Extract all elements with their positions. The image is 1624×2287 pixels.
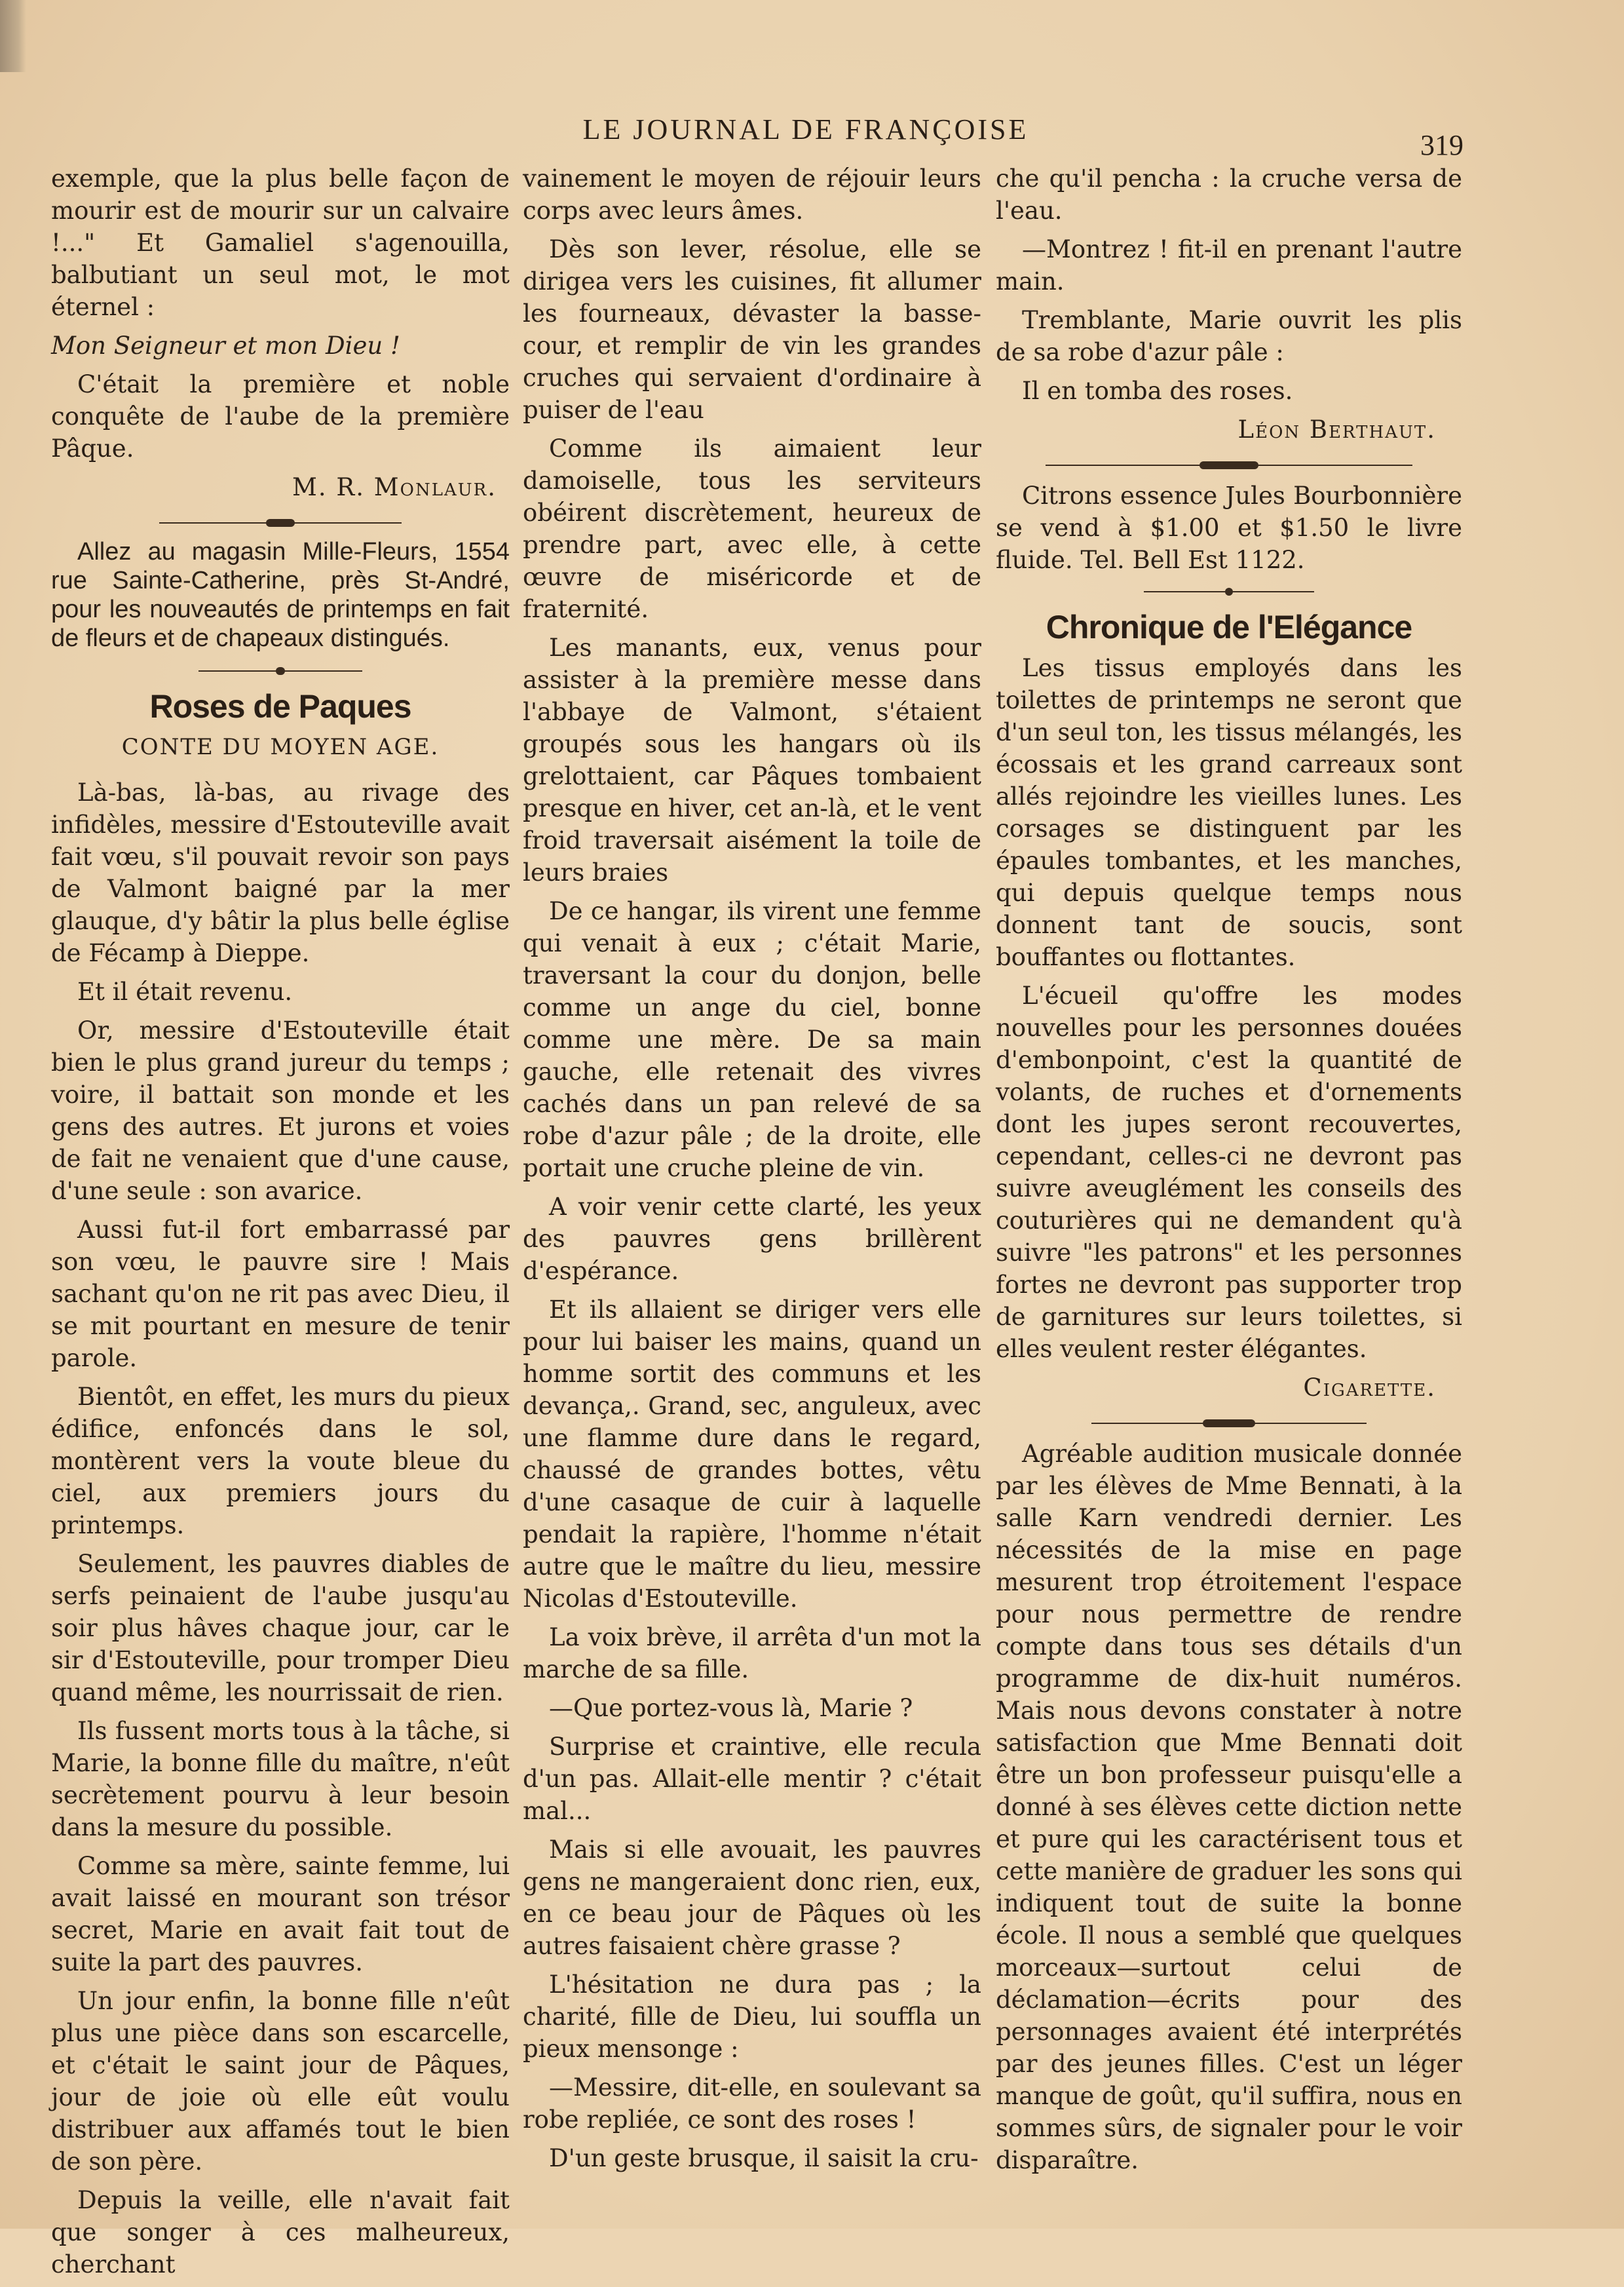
paragraph: Depuis la veille, elle n'avait fait que songer à ces malheureux, cherchant — [51, 2186, 510, 2278]
paragraph: De ce hangar, ils virent une femme qui venait à eux ; c'était Marie, traversant la cour du donjon, belle comme un ange du ciel, bonne comme une mère. De sa main gauche, elle retenait des vivres cachés dans un pan relevé de sa robe d'azur pâle ; de la droite, elle portait une cruche pleine de vin. — [523, 897, 981, 1182]
paragraph: —Messire, dit-elle, en soulevant sa robe repliée, ce sont des roses ! — [523, 2073, 981, 2134]
divider-ornament — [1046, 456, 1412, 474]
paragraph: Et il était revenu. — [77, 978, 293, 1006]
paragraph: Les manants, eux, venus pour assister à la première messe dans l'abbaye de Valmont, s'étaient groupés sous les hangars où ils grelottaient, car Pâques tombaient presque en hiver, cet an-là, et le vent froid traversait aisément la toile de leurs braies — [523, 634, 981, 887]
paragraph: —Montrez ! fit-il en prenant l'autre main. — [996, 235, 1462, 296]
paragraph: Ils fussent morts tous à la tâche, si Marie, la bonne fille du maître, n'eût secrètement pourvu à leur besoin dans la mesure du possible. — [51, 1717, 510, 1841]
paragraph: Et ils allaient se diriger vers elle pour lui baiser les mains, quand un homme sortit des communs et les devança,. Grand, sec, anguleux, avec une flamme dure dans le regard, chaussé de grandes bottes, vêtu d'une casaque de cuir à laquelle pendait la rapière, l'homme n'était autre que le maître du lieu, messire Nicolas d'Estouteville. — [523, 1296, 981, 1613]
page-header-title: LE JOURNAL DE FRANÇOISE — [582, 113, 1029, 145]
paragraph: Là-bas, là-bas, au rivage des infidèles, messire d'Estouteville avait fait vœu, s'il pouvait revoir son pays de Valmont baigné par la mer glauque, d'y bâtir la plus belle église de Fécamp à Dieppe. — [51, 778, 510, 967]
paragraph: Bientôt, en effet, les murs du pieux édifice, enfoncés dans le sol, montèrent vers la voute bleue du ciel, aux premiers jours du printemps. — [51, 1383, 510, 1539]
paragraph: A voir venir cette clarté, les yeux des pauvres gens brillèrent d'espérance. — [523, 1193, 981, 1285]
quote: Mon Seigneur et mon Dieu ! — [51, 332, 400, 360]
paragraph: D'un geste brusque, il saisit la cru- — [549, 2144, 979, 2172]
paragraph: Or, messire d'Estouteville était bien le plus grand jureur du temps ; voire, il battait son monde et les gens des autres. Et jurons et voies de fait ne venaient que d'une cause, d'une seule : son avarice. — [51, 1016, 510, 1205]
paragraph: Comme ils aimaient leur damoiselle, tous les serviteurs obéirent discrètement, heureux de prendre part, avec elle, à cette œuvre de miséricorde et de fraternité. — [523, 434, 981, 623]
story-subtitle: CONTE DU MOYEN AGE. — [121, 734, 440, 760]
paragraph: —Que portez-vous là, Marie ? — [549, 1694, 913, 1722]
paragraph: Dès son lever, résolue, elle se dirigea vers les cuisines, fit allumer les fourneaux, dévaster la basse-cour, et remplir de vin les grandes cruches qui servaient d'ordinaire à puiser de l'eau — [523, 235, 981, 424]
divider-ornament — [159, 514, 402, 532]
column-1 — [51, 163, 510, 2287]
paragraph: Tremblante, Marie ouvrit les plis de sa robe d'azur pâle : — [996, 306, 1462, 366]
paragraph: Il en tomba des roses. — [1022, 377, 1293, 405]
divider-ornament — [198, 662, 362, 680]
paragraph: Agréable audition musicale donnée par les élèves de Mme Bennati, à la salle Karn vendredi dernier. Les nécessités de la mise en page mesurent trop étroitement l'espace pour nous permettre de rendre compte dans tous ses détails d'un programme de dix-huit numéros. Mais nous devons constater à notre satisfaction que Mme Bennati doit être un bon professeur puisqu'elle a donné à ses élèves cette diction nette et pure qui les caractérisent tous et cette manière de graduer les sons qui indiquent tout de suite la bonne école. Il nous a semblé que quelques morceaux—surtout celui de déclamation—écrits pour des personnages avaient été interprétés par des jeunes filles. C'est un léger manque de goût, qu'il suffira, nous en sommes sûrs, de signaler pour le voir disparaître. — [996, 1440, 1462, 2174]
story-title: Roses de Paques — [149, 688, 411, 725]
signature: Léon Berthaut. — [1237, 415, 1436, 444]
page-corner-mark — [0, 0, 26, 72]
advertisement-mille-fleurs: Allez au magasin Mille-Fleurs, 1554 rue Sainte-Catherine, près St-André, pour les nouveautés de printemps en fait de fleurs et de chapeaux distingués. — [51, 538, 510, 652]
paragraph: Les tissus employés dans les toilettes de printemps ne seront que d'un seul ton, les tissus mélangés, les écossais et les grand carreaux sont allés rejoindre les vieilles lunes. Les corsages se distinguent par les épaules tombantes, et les manches, qui depuis quelque temps nous donnent tant de soucis, sont bouffantes ou flottantes. — [996, 654, 1462, 971]
paragraph: C'était la première et noble conquête de l'aube de la première Pâque. — [51, 370, 510, 463]
column-2 — [523, 163, 981, 2181]
paragraph: che qu'il pencha : la cruche versa de l'eau. — [996, 164, 1462, 225]
paragraph: Mais si elle avouait, les pauvres gens ne mangeraient donc rien, eux, en ce beau jour de Pâques où les autres faisaient chère grasse ? — [523, 1835, 981, 1960]
signature: M. R. Monlaur. — [292, 473, 497, 501]
paragraph: exemple, que la plus belle façon de mourir est de mourir sur un calvaire !..." Et Gamaliel s'agenouilla, balbutiant un seul mot, le mot éternel : — [51, 164, 510, 321]
divider-ornament — [1091, 1414, 1367, 1432]
chronique-title: Chronique de l'Elégance — [1046, 609, 1412, 645]
paragraph: Un jour enfin, la bonne fille n'eût plus une pièce dans son escarcelle, et c'était le saint jour de Pâques, jour de joie où elle eût voulu distribuer aux affamés tout le bien de son père. — [51, 1987, 510, 2176]
divider-ornament — [1144, 583, 1314, 601]
paragraph: vainement le moyen de réjouir leurs corps avec leurs âmes. — [523, 164, 981, 225]
paragraph: L'hésitation ne dura pas ; la charité, fille de Dieu, lui souffla un pieux mensonge : — [523, 1970, 981, 2063]
paragraph: La voix brève, il arrêta d'un mot la marche de sa fille. — [523, 1623, 981, 1683]
page-number: 319 — [1420, 129, 1463, 161]
paragraph: Seulement, les pauvres diables de serfs peinaient de l'aube jusqu'au soir plus hâves chaque jour, car le sir d'Estouteville, pour tromper Dieu quand même, les nourrissait de rien. — [51, 1550, 510, 1706]
paragraph: Surprise et craintive, elle recula d'un pas. Allait-elle mentir ? c'était mal... — [523, 1733, 981, 1825]
paragraph: Comme sa mère, sainte femme, lui avait laissé en mourant son trésor secret, Marie en avait fait tout de suite la part des pauvres. — [51, 1852, 510, 1976]
advertisement-citrons: Citrons essence Jules Bourbonnière se vend à $1.00 et $1.50 le livre fluide. Tel. Bell Est 1122. — [996, 482, 1462, 574]
paragraph: Aussi fut-il fort embarrassé par son vœu, le pauvre sire ! Mais sachant qu'on ne rit pas avec Dieu, il se mit pourtant en mesure de tenir parole. — [51, 1216, 510, 1372]
paragraph: L'écueil qu'offre les modes nouvelles pour les personnes douées d'embonpoint, c'est la quantité de volants, de ruches et d'ornements dont les jupes seront recouvertes, cependant, celles-ci ne devront pas suivre aveuglément les conseils des couturières qui ne demandent qu'à suivre "les patrons" et les personnes fortes ne devront pas supporter trop de garnitures sur leurs toilettes, si elles veulent rester élégantes. — [996, 982, 1462, 1363]
column-3 — [996, 163, 1462, 2183]
signature: Cigarette. — [1303, 1374, 1436, 1402]
